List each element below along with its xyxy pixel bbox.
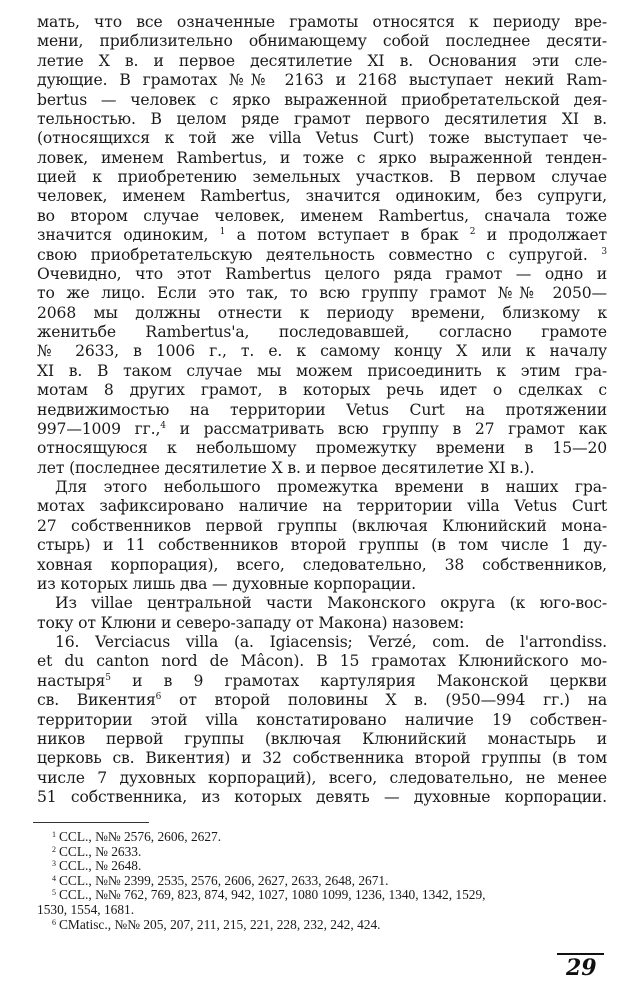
text-line: тельностью. В целом ряде грамот первого десятилетия XI в. <box>37 109 607 128</box>
footnote-ref-4[interactable]: 4 <box>160 420 166 431</box>
text-segment: и рассматривать всю группу в 27 грамот как <box>179 419 607 438</box>
footnote-6 <box>37 918 607 933</box>
text-segment: от второй половины X в. (950—994 гг.) на <box>178 691 607 710</box>
footnote-text: CCL., №№ 2576, 2606, 2627. <box>59 829 222 844</box>
paragraph-start: Из villae центральной части Маконского округа (к юго-вос- <box>55 594 607 613</box>
text-line: ников первой группы (включая Клюнийский монастырь и <box>37 729 607 748</box>
paragraph-start: 16. Verciacus villa (a. Igiacensis; Verzé, com. de l'arrondiss. <box>55 633 607 651</box>
footnote-text: CCL., № 2648. <box>59 858 142 874</box>
footnote-mark: 1 <box>52 830 56 839</box>
footnote-ref-3[interactable]: 3 <box>601 246 607 257</box>
text-line: мотам 8 других грамот, в которых речь идет о сделках с <box>37 381 607 400</box>
text-line: et du canton nord de Mâcon). В 15 грамотах Клюнийского мо- <box>37 652 607 671</box>
footnote-text: CCL., №№ 2399, 2535, 2576, 2606, 2627, 2633, 2648, 2671. <box>59 872 389 888</box>
footnote-text: CCL., № 2633. <box>59 843 142 859</box>
text-segment: 997—1009 гг., <box>37 419 161 438</box>
main-text <box>37 13 607 807</box>
text-segment: настыря <box>37 671 106 690</box>
text-line: ховная корпорация), всего, следовательно, 38 собственников, <box>37 555 607 574</box>
footnote-2 <box>37 845 607 860</box>
text-line: церковь св. Викентия) и 32 собственника второй группы (в том <box>37 749 607 768</box>
text-line: мотах зафиксировано наличие на территории villa Vetus Curt <box>37 497 607 516</box>
footnote-mark: 4 <box>52 873 56 883</box>
text-line: территории этой villa констатировано наличие 19 собствен- <box>37 710 607 729</box>
text-line: то же лицо. Если это так, то всю группу грамот №№ 2050— <box>37 284 607 303</box>
text-line: № 2633, в 1006 г., т. е. к самому концу X или к началу <box>37 342 607 361</box>
footnote-5-continuation: 1530, 1554, 1681. <box>37 901 135 917</box>
text-segment: а потом вступает в брак <box>236 226 459 245</box>
text-line: из которых лишь два — духовные корпорации. <box>37 574 416 593</box>
footnote-ref-5[interactable]: 5 <box>105 672 111 683</box>
footnote-mark: 3 <box>52 859 56 869</box>
text-segment: св. Викентия <box>37 691 156 710</box>
text-line: bertus — человек с ярко выраженной приобретательской дея- <box>37 90 607 109</box>
text-line: дующие. В грамотах №№ 2163 и 2168 выступает некий Ram- <box>37 71 607 90</box>
text-line: ловек, именем Rambertus, и тоже с ярко выраженной тенден- <box>37 148 607 167</box>
footnote-mark: 5 <box>52 888 56 898</box>
text-line: (относящихся к той же villa Vetus Curt) тоже выступает че- <box>37 129 607 148</box>
footnote-mark: 2 <box>52 844 56 854</box>
text-line: женитьбе Rambertus'a, последовавшей, согласно грамоте <box>37 323 607 341</box>
text-line: недвижимостью на территории Vetus Curt на протяжении <box>37 400 607 419</box>
text-line: летие X в. и первое десятилетие XI в. Основания эти сле- <box>37 51 607 70</box>
text-segment: значится одиноким, <box>37 226 209 245</box>
text-line: во втором случае человек, именем Rambertus, сначала тоже <box>37 206 607 225</box>
text-line: мать, что все означенные грамоты относятся к периоду вре- <box>37 13 607 31</box>
text-line-with-ref <box>37 420 607 439</box>
footnote-ref-6[interactable]: 6 <box>155 692 162 703</box>
text-segment: свою приобретательскую деятельность совместно с супругой. <box>37 245 588 264</box>
text-line-with-refs <box>37 226 607 245</box>
footnotes <box>37 830 607 932</box>
footnote-divider <box>33 822 149 823</box>
text-line: числе 7 духовных корпораций), всего, следовательно, не менее <box>37 768 607 787</box>
footnote-3 <box>37 859 607 874</box>
text-line-with-ref <box>37 246 607 265</box>
footnote-text: CMatisc., №№ 205, 207, 211, 215, 221, 228, 232, 242, 424. <box>59 916 381 932</box>
text-line: 27 собственников первой группы (включая Клюнийский мона- <box>37 516 607 535</box>
text-line: 2068 мы должны отнести к периоду времени, близкому к <box>37 303 607 322</box>
text-line: XI в. В таком случае мы можем присоединить к этим гра- <box>37 361 607 380</box>
text-segment: и продолжает <box>486 226 607 245</box>
text-segment: и в 9 грамотах картулярия Маконской церкви <box>132 671 607 690</box>
text-line: цией к приобретению земельных участков. В первом случае <box>37 168 607 186</box>
footnote-ref-1[interactable]: 1 <box>219 227 226 238</box>
text-line-with-ref <box>37 691 607 710</box>
text-line: току от Клюни и северо-западу от Макона) назовем: <box>37 613 465 632</box>
footnote-1 <box>37 830 607 845</box>
text-line: Очевидно, что этот Rambertus целого ряда грамот — одно и <box>37 264 607 283</box>
text-line: относящуюся к небольшому промежутку времени в 15—20 <box>37 439 607 458</box>
page-number: 29 <box>566 955 597 981</box>
text-line-with-ref <box>37 672 607 691</box>
paragraph-start: Для этого небольшого промежутка времени в наших гра- <box>55 478 607 496</box>
footnote-5 <box>37 888 607 903</box>
footnote-4 <box>37 874 607 889</box>
text-line: 51 собственника, из которых девять — духовные корпорации. <box>37 788 607 806</box>
text-line: мени, приблизительно обнимающему собой последнее десяти- <box>37 32 607 51</box>
text-line: человек, именем Rambertus, значится одиноким, без супруги, <box>37 187 607 206</box>
text-line: лет (последнее десятилетие X в. и первое десятилетие XI в.). <box>37 458 535 477</box>
footnote-text: CCL., №№ 762, 769, 823, 874, 942, 1027, 1080 1099, 1236, 1340, 1342, 1529, <box>59 887 486 903</box>
text-line: стырь) и 11 собственников второй группы (в том числе 1 ду- <box>37 536 607 555</box>
footnote-ref-2[interactable]: 2 <box>469 227 476 238</box>
footnote-mark: 6 <box>52 917 56 927</box>
